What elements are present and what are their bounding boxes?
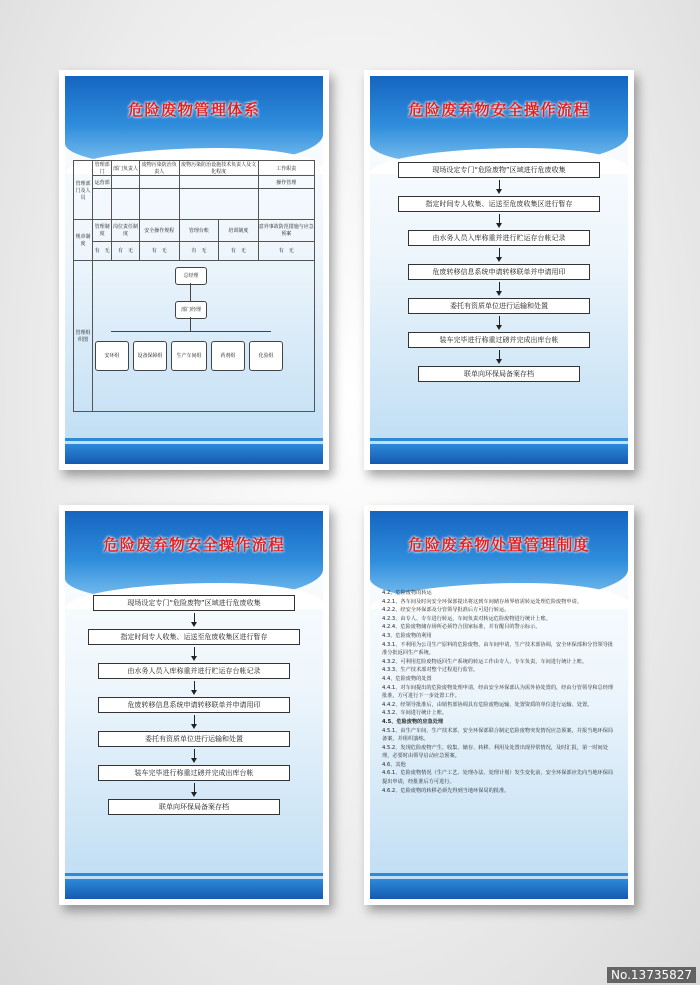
rule-line: 4.4.2、经领导批准后，由销售部协调具有危险废物运输、处置资质的单位进行运输、处置。 bbox=[382, 701, 593, 708]
org-mid: 部门经理 bbox=[175, 301, 207, 319]
poster-flow-bottom bbox=[59, 505, 329, 905]
org-bottom-item: 设备保障组 bbox=[133, 341, 167, 371]
rule-line: 4.4、危险废物的处置 bbox=[382, 675, 432, 682]
poster-footer bbox=[65, 444, 323, 464]
poster-footer bbox=[370, 444, 628, 464]
rule-line: 4.5、危险废物的应急处理 bbox=[382, 718, 444, 725]
org-bottom-item: 药剂组 bbox=[211, 341, 245, 371]
rule-line: 4.4.1、对车间提出的危险废物处理申请，经由安全环保部认为需外协处置的，经由分管领导和总经理批准，方可进行下一步处置工作。 bbox=[382, 684, 614, 700]
org-bottom-item: 安环组 bbox=[95, 341, 129, 371]
th-tech-head: 废物污染防治设施技术负责人及文化程度 bbox=[181, 162, 257, 175]
row-label-rules: 规章制度 bbox=[74, 220, 93, 261]
management-table: 管理部门及人员 管理部门 部门负责人 废物污染防治负责人 废物污染防治设施技术负责人及文化程度 工作职责 运营部 操作管理 规章制度 管理制度 岗位责任制度 安全操作规程 管理台账 培训制度 意外事故防范措施与应急预案 有 无 有 无 有 无 有 无 有 无 有 无 管理组织图 总经理 部门经理 安环组 设备保障组 生产车间组 药剂组 化验组 bbox=[73, 160, 315, 438]
rule-cell: 培训制度 bbox=[219, 220, 258, 242]
poster-management-system bbox=[59, 70, 329, 470]
rule-line: 4.5.2、发现危险废物产生、收集、储存、转移、利用及处置出现异常情况，及时汇报，第一时间处理，必要时由领导启动应急预案。 bbox=[382, 744, 608, 760]
org-bottom-item: 化验组 bbox=[249, 341, 283, 371]
flow-step: 指定时间专人收集、运送至危废收集区进行暂存 bbox=[88, 629, 300, 645]
rule-line: 4.6、其他 bbox=[382, 761, 406, 768]
flow-step: 现场设定专门“危险废物”区域进行危废收集 bbox=[93, 595, 295, 611]
rule-line: 4.3、危险废物的利用 bbox=[382, 632, 432, 639]
poster-disposal-rules bbox=[364, 505, 634, 905]
poster-flow-top bbox=[364, 70, 634, 470]
flow-chart bbox=[384, 162, 614, 382]
rule-cell: 管理台账 bbox=[179, 220, 218, 242]
th-head: 部门负责人 bbox=[112, 161, 140, 176]
flow-step: 装车完毕进行称重过磅并完成出库台帐 bbox=[408, 332, 590, 348]
poster-footer bbox=[65, 879, 323, 899]
rule-line: 4.5.1、由生产车间、生产技术部、安全环保部联合制定危险废物突发情况应急预案，并报当地环保局备案，并组织演练。 bbox=[382, 727, 614, 743]
org-top: 总经理 bbox=[175, 267, 207, 285]
rule-line: 4.3.1、不利用为公司生产原料的危险废物，由车间申请，生产技术部协调，安全环保部和分管领导批准分批返回生产系统。 bbox=[382, 641, 614, 657]
org-chart-cell bbox=[93, 261, 315, 412]
flow-step: 委托有资质单位进行运输和处置 bbox=[98, 731, 290, 747]
rule-line: 4.3.2、可利用危险废物返回生产系统的转运工作由专人、专车负责，车间进行统计上账。 bbox=[382, 658, 588, 665]
flow-step: 危废转移信息系统申请转移联单并申请用印 bbox=[98, 697, 290, 713]
rule-cell: 管理制度 bbox=[93, 220, 112, 242]
flow-step: 危废转移信息系统申请转移联单并申请用印 bbox=[408, 264, 590, 280]
flow-step: 由水务人员入库称重并进行贮运存台帐记录 bbox=[408, 230, 590, 246]
flow-chart bbox=[79, 595, 309, 815]
image-id-watermark: No.13735827 bbox=[607, 967, 696, 983]
rules-text bbox=[382, 589, 616, 795]
rule-cell: 岗位责任制度 bbox=[112, 220, 140, 242]
rule-line: 4.6.2、危险废物的转移必须先得到当地环保局的批准。 bbox=[382, 787, 510, 794]
row-label-staff: 管理部门及人员 bbox=[74, 161, 93, 220]
rule-line: 4.2.3、由专人、专车进行转运，车间负责对转运危险废物进行统计上账。 bbox=[382, 615, 551, 622]
org-bottom-item: 生产车间组 bbox=[171, 341, 207, 371]
flow-step: 委托有资质单位进行运输和处置 bbox=[408, 298, 590, 314]
poster-title: 危险废物管理体系 bbox=[127, 101, 260, 119]
flow-step: 指定时间专人收集、运送至危废收集区进行暂存 bbox=[398, 196, 600, 212]
th-dept: 管理部门 bbox=[93, 161, 112, 176]
rule-line: 4.2.1、各车间及时向安全环保部提出将这到车间储存场界值需转运处理危险废物申请。 bbox=[382, 598, 582, 605]
th-pollution-head: 废物污染防治负责人 bbox=[139, 161, 179, 176]
poster-title: 危险废弃物安全操作流程 bbox=[408, 101, 590, 119]
cell-ops-dept: 运营部 bbox=[93, 176, 112, 189]
th-duty: 工作职责 bbox=[258, 161, 314, 176]
rule-line: 4.6.1、危险废物情况（生产工艺、处理办法、处理计划）发生变化前，安全环保部应先向当地环保局提出申请，经批准后方可进行。 bbox=[382, 770, 614, 786]
rule-line: 4.3.2、车间进行统计上账。 bbox=[382, 710, 448, 717]
poster-footer bbox=[370, 879, 628, 899]
rule-cell: 意外事故防范措施与应急预案 bbox=[258, 220, 314, 242]
flow-step: 装车完毕进行称重过磅并完成出库台帐 bbox=[98, 765, 290, 781]
flow-step: 由水务人员入库称重并进行贮运存台帐记录 bbox=[98, 663, 290, 679]
poster-title: 危险废弃物安全操作流程 bbox=[103, 536, 285, 554]
rule-cell: 安全操作规程 bbox=[139, 220, 179, 242]
flow-step: 联单向环保局备案存档 bbox=[418, 366, 580, 382]
rule-line: 4.2.4、危险废物储存场所必须符合国家标准，并有醒目的警示标示。 bbox=[382, 624, 541, 631]
rule-line: 4.3.3、生产技术部对整个过程进行监管。 bbox=[382, 667, 479, 674]
cell-duty: 操作管理 bbox=[258, 176, 314, 189]
row-label-org: 管理组织图 bbox=[74, 261, 93, 412]
flow-step: 联单向环保局备案存档 bbox=[108, 799, 280, 815]
poster-title: 危险废弃物处置管理制度 bbox=[408, 536, 590, 554]
rule-line: 4.2、危险废物的转运 bbox=[382, 590, 432, 596]
flow-step: 现场设定专门“危险废物”区域进行危废收集 bbox=[398, 162, 600, 178]
rule-line: 4.2.2、经安全环保部及分管领导批准后方可进行转运。 bbox=[382, 607, 510, 614]
